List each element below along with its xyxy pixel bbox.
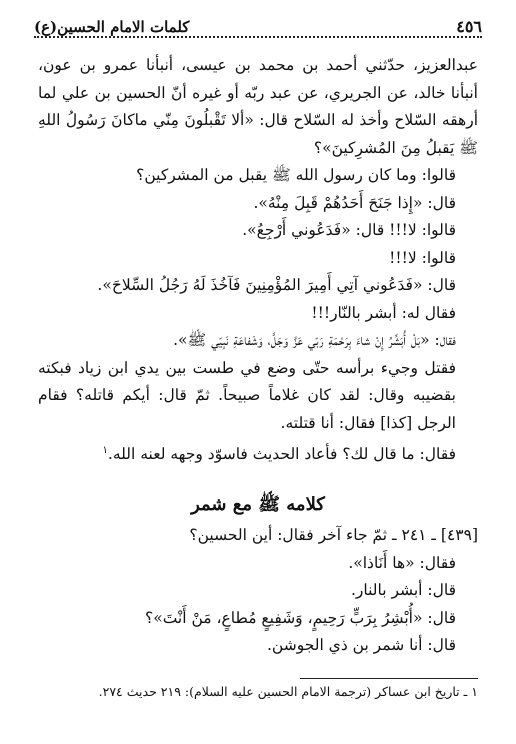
page-number: ٤٥٦	[456, 17, 482, 36]
paragraph: قالوا: لا!!!	[389, 248, 456, 267]
paragraph	[38, 437, 478, 469]
paragraph: فقال: «ها أَنَاذا».	[348, 553, 456, 572]
footnote-marker: ١	[102, 445, 108, 456]
paragraph: فقال: «بَلْ أُبَشِّرُ إِنْ شاءَ بِرَحْمَةِ رَبّي عَزَّ وَجَلَّ، وَشَفاعَةِ نَبِيّي ﷺ».	[173, 331, 456, 349]
section-title: كلامه ﷺ مع شمر	[191, 493, 325, 515]
paragraph: قال: «إِذا جَنَحَ أَحَدُهُمْ قَبِلَ مِنْهُ».	[253, 193, 456, 212]
page-body	[38, 52, 478, 660]
paragraph: قال: «أُبْشِرُ بِرَبٍّ رَحِيمٍ، وَشَفِيعٍ مُطاعٍ، مَنْ أَنْتَ»؟	[145, 608, 456, 627]
running-title: كلمات الامام الحسين(ع)	[34, 18, 190, 36]
paragraph: قالوا: لا!!! قال: «فَدَعُوني أَرْجِعُ».	[242, 221, 456, 239]
paragraph: فقتل وجيء برأسه حتّى وضع في طست بين يدي ابن زياد فبكته بقضيبه وقال: لقد كان غلاماً صبيحاً. ثمّ قال: أيكم قاتله؟ فقام الرجل [كذا] فقال: أنا قتلته.	[38, 358, 456, 432]
paragraph: عبدالعزيز، حدّثني أحمد بن محمد بن عيسى، أنبأنا عمرو بن عون، أنبأنا خالد، عن الجريري، عن عبد ربّه أو غيره أنّ الحسين بن علي لما أرهقه السّلاح وأخذ له السّلاح قال: «ألا تَقْبلُونَ مِنّي ماكانَ رَسُولُ اللهِ ﷺ يَقبلُ مِنَ المُشرِكينَ»؟	[38, 56, 478, 157]
paragraph: قال: أنا شمر بن ذي الجوشن.	[267, 636, 456, 655]
paragraph-text: فقال: ما قال لك؟ فأعاد الحديث فاسوّد وجهه لعنه الله.	[107, 445, 456, 464]
page-header	[34, 10, 482, 38]
paragraph: قال: «فَدَعُوني آتِي أَمِيرَ المُؤْمِنِينَ فَآخُذَ لَهُ رَجُلُ السِّلاحَ».	[97, 276, 456, 294]
footnote-divider	[300, 678, 478, 679]
footnote: ١ ـ تاريخ ابن عساكر (ترجمة الامام الحسين عليه السلام): ٢١٩ حديث ٢٧٤.	[98, 684, 478, 699]
paragraph: قالوا: وما كان رسول الله ﷺ يقبل من المشركين؟	[136, 166, 456, 184]
paragraph: قال: أبشر بالنار.	[350, 581, 456, 600]
paragraph: [٤٣٩] ـ ٢٤١ ـ ثمّ جاء آخر فقال: أين الحسين؟	[189, 526, 478, 545]
paragraph: فقال له: أبشر بالنّار!!!	[311, 303, 456, 322]
